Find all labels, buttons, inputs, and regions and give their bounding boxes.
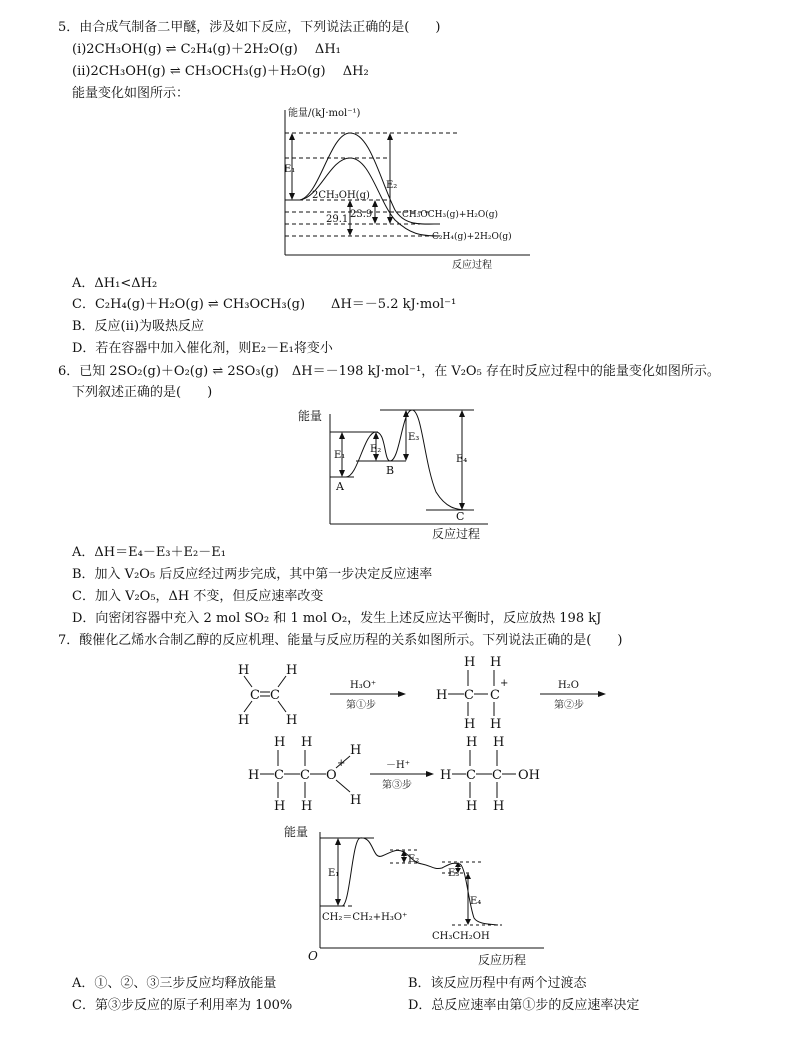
q7-ethylene-h4: H [286, 713, 298, 728]
q7-option-a: A．①、②、③三步反应均释放能量 [72, 976, 277, 991]
q7-e2-label: E₂ [408, 854, 420, 865]
q7-oxonium-h-o2: H [350, 793, 362, 808]
q7-cation-h-bot2: H [490, 717, 502, 732]
q5-energy-diagram [270, 100, 540, 270]
q7-cation-plus: + [500, 678, 509, 689]
q6-e2-label: E₂ [370, 444, 382, 455]
q5-ylabel: 能量/(kJ·mol⁻¹) [288, 108, 361, 119]
q7-ethanol-c2: C [492, 768, 502, 783]
q5-xlabel: 反应过程 [452, 260, 492, 270]
q5-product-i-label: C₂H₄(g)+2H₂O(g) [432, 232, 512, 242]
q7-origin: O [308, 949, 318, 963]
q7-e1-label: E₁ [328, 868, 340, 879]
q6-e4-label: E₄ [456, 454, 468, 465]
q5-reactant-label: 2CH₃OH(g) [312, 190, 370, 201]
q6-energy-diagram [296, 402, 496, 542]
q5-stem: 5．由合成气制备二甲醚，涉及如下反应，下列说法正确的是( ) [58, 20, 441, 35]
q7-ethylene-c1: C [250, 688, 260, 703]
q6-stem: 6．已知 2SO₂(g)＋O₂(g) ⇌ 2SO₃(g) ΔH＝－198 kJ·mol⁻¹，在 V₂O₅ 存在时反应过程中的能量变化如图所示。 [58, 364, 720, 379]
q7-ylabel: 能量 [284, 825, 309, 839]
q5-option-d: D．若在容器中加入催化剂，则E₂－E₁将变小 [72, 341, 333, 356]
q6-point-c: C [456, 510, 465, 523]
q7-reactant-label: CH₂＝CH₂+H₃O⁺ [322, 912, 408, 923]
q5-value-b: 23.9 [350, 209, 373, 220]
q7-e3-label: E₃ [448, 868, 460, 879]
q7-step1-label: 第①步 [346, 700, 376, 711]
q7-reagent2: H₂O [558, 680, 579, 691]
q7-cation-h-left: H [436, 688, 448, 703]
q6-xlabel: 反应过程 [432, 527, 481, 541]
q6-option-d: D．向密闭容器中充入 2 mol SO₂ 和 1 mol O₂，发生上述反应达平衡时，反应放热 198 kJ [72, 611, 602, 626]
q6-e3-label: E₃ [408, 432, 420, 443]
q7-mechanism [210, 652, 610, 820]
q7-product-label: CH₃CH₂OH [432, 931, 490, 942]
q7-ethylene-h3: H [286, 663, 298, 678]
q7-reagent3: －H⁺ [386, 760, 410, 771]
q5-reaction-ii: (ⅱ)2CH₃OH(g) ⇌ CH₃OCH₃(g)＋H₂O(g) ΔH₂ [72, 64, 369, 79]
q5-e2-label: E₂ [386, 180, 398, 191]
q7-cation-h-top1: H [464, 655, 476, 670]
q7-oxonium-h-o1: H [350, 743, 362, 758]
q6-option-c: C．加入 V₂O₅，ΔH 不变，但反应速率改变 [72, 589, 324, 604]
q7-cation-c1: C [464, 688, 474, 703]
q7-oxonium-c2: C [300, 768, 310, 783]
q6-stem2: 下列叙述正确的是( ) [72, 385, 213, 400]
q6-ylabel: 能量 [298, 409, 323, 423]
q6-point-a: A [336, 480, 344, 493]
q7-ethanol-h-bot1: H [466, 799, 478, 814]
q7-ethanol-oh: OH [518, 768, 540, 783]
q7-ethanol-c1: C [466, 768, 476, 783]
q7-oxonium-h-top1: H [274, 735, 286, 750]
q5-value-a: 29.1 [326, 214, 349, 225]
q5-option-b: B．反应(ⅱ)为吸热反应 [72, 319, 205, 334]
q7-reagent1: H₃O⁺ [350, 680, 377, 691]
q7-option-c: C．第③步反应的原子利用率为 100% [72, 998, 293, 1013]
q7-xlabel: 反应历程 [478, 953, 527, 967]
q6-e1-label: E₁ [334, 450, 346, 461]
q7-cation-h-bot1: H [464, 717, 476, 732]
q7-oxonium-h-top2: H [301, 735, 313, 750]
q5-product-ii-label: CH₃OCH₃(g)+H₂O(g) [402, 210, 499, 220]
q7-oxonium-h-bot2: H [301, 799, 313, 814]
q7-cation-c2: C [490, 688, 500, 703]
q7-ethanol-h-top2: H [493, 735, 505, 750]
q6-point-b: B [386, 464, 395, 477]
q7-stem: 7．酸催化乙烯水合制乙醇的反应机理、能量与反应历程的关系如图所示。下列说法正确的是( ) [58, 633, 623, 648]
q7-ethanol-h-bot2: H [493, 799, 505, 814]
q5-intro: 能量变化如图所示： [72, 86, 190, 101]
q7-oxonium-h-bot1: H [274, 799, 286, 814]
q7-step3-label: 第③步 [382, 780, 412, 791]
q7-step2-label: 第②步 [554, 700, 584, 711]
q6-option-b: B．加入 V₂O₅ 后反应经过两步完成，其中第一步决定反应速率 [72, 567, 433, 582]
q7-ethanol-h-left: H [440, 768, 452, 783]
q7-oxonium-h-left: H [248, 768, 260, 783]
q7-ethanol-h-top1: H [466, 735, 478, 750]
q7-option-d: D．总反应速率由第①步的反应速率决定 [408, 998, 640, 1013]
q7-option-b: B．该反应历程中有两个过渡态 [408, 976, 587, 991]
q7-ethylene-c2: C [270, 688, 280, 703]
q7-e4-label: E₄ [470, 896, 482, 907]
q6-option-a: A．ΔH＝E₄－E₃＋E₂－E₁ [72, 545, 226, 560]
q7-oxonium-o: O [326, 768, 337, 783]
q5-option-c: C．C₂H₄(g)＋H₂O(g) ⇌ CH₃OCH₃(g) ΔH＝－5.2 kJ·mol⁻¹ [72, 297, 457, 312]
q7-energy-diagram [282, 820, 552, 970]
q7-oxonium-c1: C [274, 768, 284, 783]
q5-option-a: A．ΔH₁<ΔH₂ [72, 276, 158, 291]
q7-oxonium-plus: + [337, 758, 346, 769]
q5-reaction-i: (ⅰ)2CH₃OH(g) ⇌ C₂H₄(g)＋2H₂O(g) ΔH₁ [72, 42, 341, 57]
q7-cation-h-top2: H [490, 655, 502, 670]
q7-ethylene-h1: H [238, 663, 250, 678]
q5-e1-label: E₁ [284, 164, 296, 175]
q7-ethylene-h2: H [238, 713, 250, 728]
